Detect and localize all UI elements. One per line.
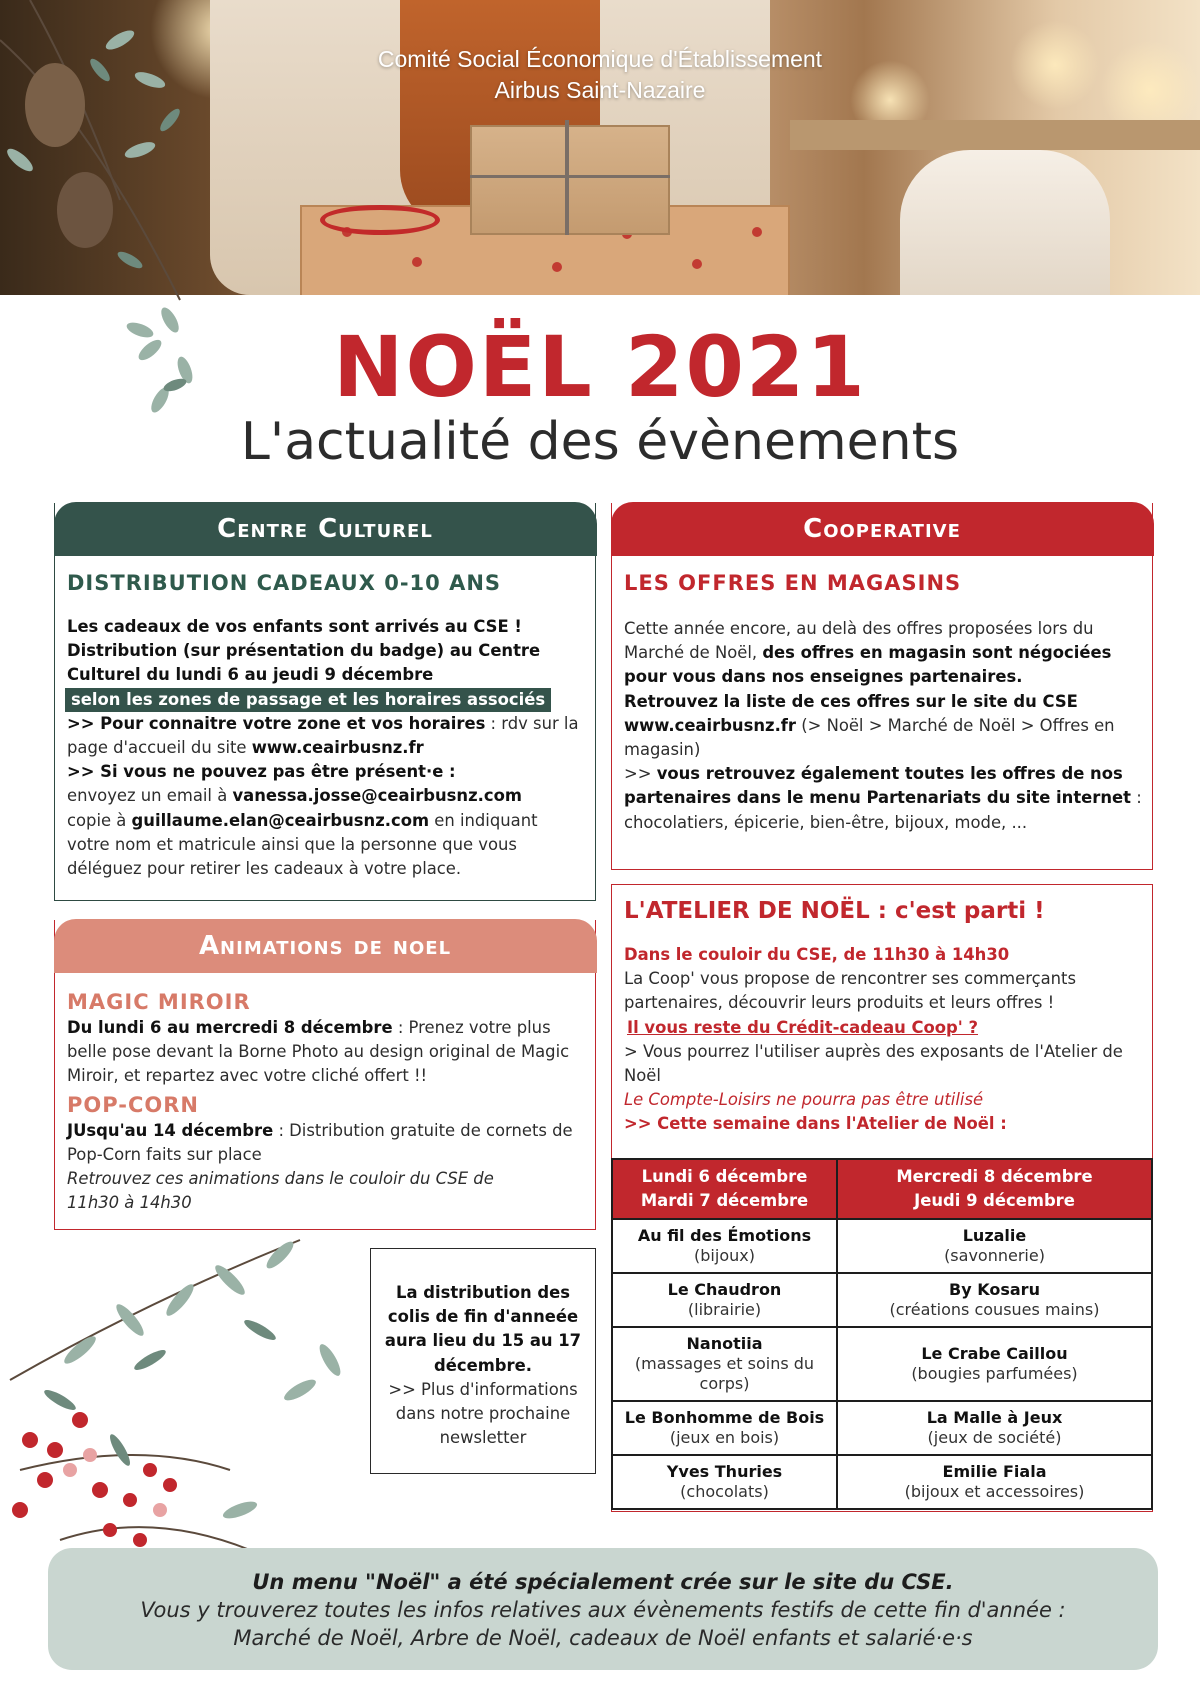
exhibitor-cell: By Kosaru (créations cousues mains) bbox=[837, 1273, 1152, 1327]
exhibitor-cell: Le Crabe Caillou (bougies parfumées) bbox=[837, 1327, 1152, 1401]
table-row bbox=[612, 1327, 1152, 1401]
store-offers-text: Cette année encore, au delà des offres proposées lors du Marché de Noël, des offres en magasin sont négociées pour vous dans nos enseignes partenaires. bbox=[624, 619, 1112, 687]
org-line-1: Comité Social Économique d'Établissement bbox=[377, 46, 823, 72]
absent-heading: >> Si vous ne pouvez pas être présent·e : bbox=[67, 762, 456, 782]
exhibitors-table bbox=[611, 1158, 1153, 1510]
partners-info: >> vous retrouvez également toutes les offres de nos partenaires dans le menu Partenariats du site internet : chocolatiers, épicerie, bien-être, bijoux, mode, ... bbox=[624, 764, 1142, 832]
exhibitor-cell: Luzalie (savonnerie) bbox=[837, 1219, 1152, 1273]
compte-loisirs-note: Le Compte-Loisirs ne pourra pas être utilisé bbox=[624, 1090, 984, 1110]
table-decor bbox=[790, 120, 1200, 150]
animations-body bbox=[67, 988, 585, 1215]
chair-decor bbox=[900, 150, 1110, 295]
footer-banner bbox=[48, 1548, 1158, 1670]
table-row bbox=[612, 1401, 1152, 1455]
animations-header: Animations de noel bbox=[54, 919, 597, 973]
notice-dates: La distribution des colis de fin d'anneée aura lieu du 15 au 17 décembre. bbox=[384, 1283, 582, 1375]
atelier-week-heading: >> Cette semaine dans l'Atelier de Noël : bbox=[624, 1114, 1007, 1134]
footer-line-1: Un menu "Noël" a été spécialement crée sur le site du CSE. bbox=[252, 1570, 954, 1594]
store-offers-title: LES OFFRES EN MAGASINS bbox=[624, 571, 962, 595]
footer-line-3: Marché de Noël, Arbre de Noël, cadeaux de Noël enfants et salarié·e·s bbox=[233, 1626, 973, 1650]
ribbon-decor bbox=[320, 205, 440, 235]
magic-miroir-text: Du lundi 6 au mercredi 8 décembre : Prenez votre plus belle pose devant la Borne Photo au design original de Magic Miroir, et repartez avec votre cliché offert !! bbox=[67, 1018, 570, 1086]
store-offers-list: Retrouvez la liste de ces offres sur le site du CSE www.ceairbusnz.fr (> Noël > Marché de Noël > Offres en magasin) bbox=[624, 691, 1115, 760]
gift-distribution-text: Les cadeaux de vos enfants sont arrivés au CSE ! Distribution (sur présentation du badge) au Centre Culturel du lundi 6 au jeudi 9 décembre bbox=[67, 617, 541, 685]
table-row bbox=[612, 1219, 1152, 1273]
page-title: NOËL 2021 bbox=[333, 318, 867, 416]
exhibitor-cell: Au fil des Émotions (bijoux) bbox=[612, 1219, 837, 1273]
atelier-title: L'ATELIER DE NOËL : c'est parti ! bbox=[624, 898, 1045, 924]
table-header-row bbox=[612, 1159, 1152, 1219]
cooperative-header: Cooperative bbox=[611, 502, 1154, 556]
gift-box-small bbox=[470, 125, 670, 235]
exhibitor-cell: Nanotiia (massages et soins du corps) bbox=[612, 1327, 837, 1401]
centre-culturel-header: Centre Culturel bbox=[54, 502, 597, 556]
zone-info: >> Pour connaitre votre zone et vos horaires : rdv sur la page d'accueil du site www.ceairbusnz.fr bbox=[67, 713, 579, 758]
table-header-mon-tue: Lundi 6 décembre Mardi 7 décembre bbox=[612, 1159, 837, 1219]
centre-culturel-card bbox=[54, 503, 596, 901]
exhibitor-cell: Le Bonhomme de Bois (jeux en bois) bbox=[612, 1401, 837, 1455]
footer-line-2: Vous y trouverez toutes les infos relatives aux évènements festifs de cette fin d'année : bbox=[140, 1598, 1066, 1622]
email-link-1[interactable]: vanessa.josse@ceairbusnz.com bbox=[232, 786, 522, 806]
exhibitor-cell: Yves Thuries (chocolats) bbox=[612, 1455, 837, 1509]
cooperative-card bbox=[611, 503, 1153, 870]
table-header-wed-thu: Mercredi 8 décembre Jeudi 9 décembre bbox=[837, 1159, 1152, 1219]
email-instructions: envoyez un email à vanessa.josse@ceairbusnz.com copie à guillaume.elan@ceairbusnz.com en indiquant votre nom et matricule ainsi que la personne que vous déléguez pour retirer les cadeaux à votre place. bbox=[67, 786, 538, 879]
table-row bbox=[612, 1273, 1152, 1327]
organization-name bbox=[300, 44, 900, 106]
org-line-2: Airbus Saint-Nazaire bbox=[494, 77, 706, 103]
pop-corn-text: JUsqu'au 14 décembre : Distribution gratuite de cornets de Pop-Corn faits sur place bbox=[67, 1120, 573, 1164]
atelier-when: Dans le couloir du CSE, de 11h30 à 14h30 bbox=[624, 945, 1010, 964]
exhibitor-cell: Emilie Fiala (bijoux et accessoires) bbox=[837, 1455, 1152, 1509]
email-link-2[interactable]: guillaume.elan@ceairbusnz.com bbox=[131, 810, 430, 830]
cooperative-body bbox=[624, 569, 1142, 835]
exhibitor-cell: Le Chaudron (librairie) bbox=[612, 1273, 837, 1327]
page-subtitle: L'actualité des évènements bbox=[240, 412, 960, 472]
atelier-body bbox=[624, 897, 1142, 1137]
parcel-distribution-notice bbox=[370, 1248, 596, 1474]
notice-more-info: >> Plus d'informations dans notre prochaine newsletter bbox=[388, 1379, 578, 1448]
credit-cadeau-link[interactable]: Il vous reste du Crédit-cadeau Coop' ? bbox=[627, 1017, 979, 1037]
gift-distribution-title: DISTRIBUTION CADEAUX 0-10 ANS bbox=[67, 571, 502, 595]
zone-highlight: selon les zones de passage et les horaires associés bbox=[65, 688, 551, 712]
atelier-intro: La Coop' vous propose de rencontrer ses commerçants partenaires, découvrir leurs produits et leurs offres ! bbox=[624, 969, 1076, 1013]
animations-location: Retrouvez ces animations dans le couloir du CSE de 11h30 à 14h30 bbox=[67, 1169, 494, 1213]
site-link[interactable]: www.ceairbusnz.fr bbox=[251, 738, 424, 758]
atelier-credit-info: > Vous pourrez l'utiliser auprès des exposants de l'Atelier de Noël bbox=[624, 1041, 1123, 1086]
magic-miroir-title: MAGIC MIROIR bbox=[67, 990, 251, 1014]
animations-card bbox=[54, 920, 596, 1230]
table-row bbox=[612, 1455, 1152, 1509]
pine-branch-top-left bbox=[0, 0, 240, 440]
exhibitor-cell: La Malle à Jeux (jeux de société) bbox=[837, 1401, 1152, 1455]
pop-corn-title: POP-CORN bbox=[67, 1092, 199, 1117]
centre-culturel-body bbox=[67, 569, 585, 881]
